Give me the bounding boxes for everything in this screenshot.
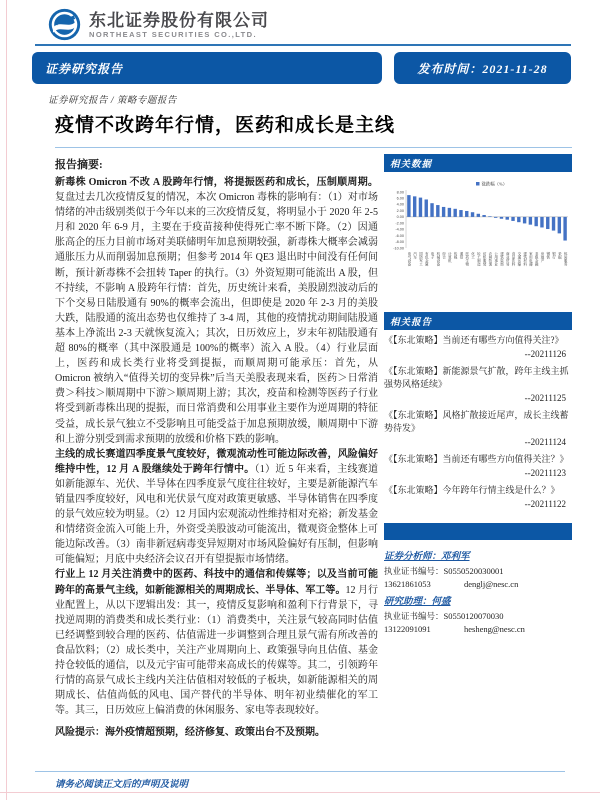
analyst-license: 执业证书编号：S0550520030001	[384, 566, 504, 576]
assistant-phone: 13122091091	[384, 624, 431, 634]
related-data-chart	[384, 176, 572, 304]
content-columns	[55, 154, 572, 740]
analyst-phone: 13621861053	[384, 579, 431, 589]
svg-text:-2.00: -2.00	[395, 221, 404, 226]
risk-warning: 风险提示：海外疫情超预期，经济修复、政策出台不及预期。	[55, 727, 325, 739]
svg-text:4.00: 4.00	[396, 202, 404, 207]
svg-text:2.00: 2.00	[396, 208, 404, 213]
report-type-banner	[32, 52, 382, 84]
assistant-name: 研究助理：何盛	[384, 597, 451, 607]
svg-text:建筑装饰: 建筑装饰	[500, 252, 505, 266]
svg-text:银行: 银行	[552, 252, 557, 259]
sidebar	[384, 154, 572, 740]
report-date: --20211123	[524, 468, 566, 478]
paragraph-1-lead: 新毒株 Omicron 不改 A 股跨年行情，将提振医药和成长，压制顺周期。	[55, 177, 378, 188]
svg-text:医药生物: 医药生物	[465, 252, 470, 266]
svg-text:休闲服务: 休闲服务	[564, 252, 569, 266]
svg-text:建筑材料: 建筑材料	[523, 252, 528, 266]
svg-text:传媒: 传媒	[454, 252, 459, 259]
analyst-block	[384, 548, 572, 589]
analyst-section-bar	[384, 523, 572, 540]
page-edge-line-bottom	[0, 792, 600, 793]
related-reports-heading: 相关报告	[384, 312, 572, 330]
svg-text:-4.00: -4.00	[395, 227, 404, 232]
publish-date-banner	[394, 52, 571, 84]
svg-text:食品饮料: 食品饮料	[512, 252, 517, 266]
svg-text:交通运输: 交通运输	[517, 252, 522, 266]
report-date: --20211126	[524, 349, 566, 359]
abstract-heading: 报告摘要:	[55, 159, 103, 171]
svg-text:通信: 通信	[459, 252, 464, 259]
abstract-column	[55, 154, 378, 740]
header-divider	[35, 44, 571, 46]
abstract-paragraph-2	[55, 447, 378, 568]
svg-text:涨跌幅（%）: 涨跌幅（%）	[481, 181, 508, 187]
report-list-item[interactable]	[384, 334, 572, 359]
svg-text:-6.00: -6.00	[395, 233, 404, 238]
report-link[interactable]: 《【东北策略】新能源景气扩散，跨年主线主抓强势风格延续》	[384, 366, 569, 389]
svg-text:8.00: 8.00	[396, 190, 404, 195]
svg-text:钢铁: 钢铁	[546, 252, 551, 259]
paragraph-2-body: （1）近 5 年来看，主线赛道如新能源车、光伏、半导体在四季度景气度往往较好，主要是新能源汽车销量四季度较好，风电和光伏景气度对政策更敏感、半导体销售在四季度的景气效应较为明显。（2）12 月国内宏观流动性维持相对充裕；新发基金和情绪资金流入可能上升，外资受美股波动可能流出，微观资金整体上可能边际改善。（3）南非新冠病毒变异短期对市场风险偏好有压制，但影响可能偏短；月底中央经济会议召开有望提振市场情绪。	[55, 463, 379, 566]
report-date: --20211124	[524, 437, 566, 447]
related-reports-list	[384, 334, 572, 509]
svg-text:计算机: 计算机	[448, 252, 453, 263]
svg-text:-8.00: -8.00	[395, 240, 404, 245]
breadcrumb: 证券研究报告 / 策略专题报告	[48, 96, 177, 106]
report-date: --20211125	[524, 393, 566, 403]
report-type-label: 证券研究报告	[45, 61, 124, 76]
svg-text:农林牧渔: 农林牧渔	[488, 252, 493, 266]
paragraph-3-body: 12 月行业配置上，从以下逻辑出发：其一，疫情反复影响和盈利下行背景下，寻找逆周期的消费类和成长类行业：（1）消费类中，关注景气较高同时估值已经调整到较合理的医药、估值需进一步调整到合理且景气需有所改善的食品饮料；（2）成长类中，关注产业周期向上、政策强导向且估值、基金持仓较低的通信，以及元宇宙可能带来高成长的传媒等。其二，引领跨年行情的高景气成长主线内关注估值相对较低的子板块，如新能源相关的周期成长、估值尚低的风电、国产替代的半导体、明年初业绩催化的军工等。其三，日历效应上偏消费的休闲服务、家电等表现较好。	[55, 584, 379, 717]
report-list-item[interactable]	[384, 365, 572, 403]
svg-text:电子: 电子	[431, 252, 436, 259]
title-divider	[55, 147, 572, 148]
analyst-name: 证券分析师：邓利军	[384, 552, 470, 562]
company-name-cn: 东北证券股份有限公司	[89, 10, 269, 30]
paragraph-3-lead: 行业上 12 月关注消费中的医药、科技中的通信和传媒等；以及当前可能跨年的高景气主线，如新能源相关的周期成长、半导体、军工等。	[55, 569, 378, 596]
abstract-paragraph-1	[55, 175, 378, 447]
report-list-item[interactable]	[384, 484, 572, 509]
report-link[interactable]: 《【东北策略】风格扩散接近尾声，成长主线蓄势待发》	[384, 410, 569, 433]
report-list-item[interactable]	[384, 453, 572, 478]
svg-text:0.00: 0.00	[396, 215, 404, 220]
company-name-en: NORTHEAST SECURITIES CO.,LTD.	[89, 29, 257, 39]
svg-text:商业贸易: 商业贸易	[506, 252, 511, 266]
svg-text:-10.00: -10.00	[393, 246, 404, 251]
svg-text:机械设备: 机械设备	[436, 252, 441, 266]
company-header	[48, 8, 269, 41]
page-title: 疫情不改跨年行情，医药和成长是主线	[55, 115, 396, 136]
svg-text:国防军工: 国防军工	[419, 252, 424, 266]
svg-text:公用事业: 公用事业	[494, 252, 499, 266]
svg-text:有色金属: 有色金属	[425, 252, 430, 266]
svg-text:房地产: 房地产	[540, 252, 545, 263]
svg-text:电气设备: 电气设备	[407, 252, 412, 266]
analyst-email[interactable]: denglj@nesc.cn	[464, 579, 519, 589]
svg-text:非银金融: 非银金融	[535, 252, 540, 266]
footer-disclaimer: 请务必阅读正文后的声明及说明	[55, 780, 189, 790]
publish-date-label: 发布时间：2021-11-28	[417, 61, 548, 76]
report-link[interactable]: 《【东北策略】当前还有哪些方向值得关注？》	[384, 454, 569, 464]
assistant-license: 执业证书编号：S0550120070030	[384, 611, 504, 621]
footer-divider	[35, 771, 565, 772]
assistant-contact	[384, 624, 572, 634]
report-date: --20211122	[524, 499, 566, 509]
svg-text:汽车: 汽车	[413, 252, 418, 259]
svg-text:综合: 综合	[442, 252, 447, 259]
northeast-securities-logo-icon	[48, 8, 81, 41]
svg-text:采掘: 采掘	[558, 252, 563, 259]
svg-text:纺织服装: 纺织服装	[483, 252, 488, 266]
paragraph-1-body: 复盘过去几次疫情反复的情况，本次 Omicron 毒株的影响有：（1）对市场情绪的冲击级别类似于今年以来的三次疫情反复，将明显小于 2020 年 2-5 月和 2020 年 6-9 月，主要在于疫苗接种使得死亡率不断下降。（2）因通胀高企的压力目前市场对美联储明年加息预期较强，新毒株大概率会减弱通胀压力从而削弱加息预期；但参考 2014 年 QE3 退出时中间没有任何间断，预计新毒株不会扭转 Taper 的执行。（3）外资短期可能流出 A 股，但不持续，不影响 A 股跨年行情：首先，历史统计来看，美股剧烈波动后的下个交易日陆股通有 90%的概率会流出，但即使是 2020 年 2-3 月的美股大跌，陆股通的流出态势也仅维持了 3-4 周，其他的疫情扰动期间陆股通基本上净流出 2-3 天就恢复流入；其次，日历效应上，岁末年初陆股通有超 80%的概率（其中深股通是 100%的概率）流入 A 股。（4）行业层面上，医药和成长类行业将受到提振，而顺周期可能承压：首先，从 Omicron 被纳入“值得关切的变异株”后当天美股表现来看，医药＞日常消费＞科技＞顺周期中下游＞顺周期上游；其次，疫苗和检测等医药子行业将受到新毒株出现的提振，而日常消费和公用事业主要作为逆周期的特征受益，成长景气独立不受影响且可能受益于加息预期放缓，顺周期中下游和上游分别受到需求预期的放缓和价格下跌的影响。	[55, 192, 378, 445]
page-edge-line-left	[6, 0, 7, 800]
assistant-email[interactable]: hesheng@nesc.cn	[464, 624, 525, 634]
related-data-heading: 相关数据	[384, 154, 572, 172]
svg-text:轻工制造: 轻工制造	[477, 252, 482, 266]
analyst-contact	[384, 579, 572, 589]
svg-text:家用电器: 家用电器	[529, 252, 534, 266]
report-list-item[interactable]	[384, 409, 572, 447]
svg-text:6.00: 6.00	[396, 196, 404, 201]
report-link[interactable]: 《【东北策略】今年跨年行情主线是什么？》	[384, 485, 560, 495]
svg-text:化工: 化工	[471, 252, 476, 259]
weekly-change-bar-chart	[384, 176, 572, 304]
paragraph-2-lead: 主线的成长赛道四季度景气度较好，微观流动性可能边际改善，风险偏好维持中性，12 月 A 股继续处于跨年行情中。	[55, 448, 378, 475]
abstract-paragraph-3	[55, 567, 378, 718]
report-link[interactable]: 《【东北策略】当前还有哪些方向值得关注?》	[384, 335, 564, 345]
assistant-block	[384, 593, 572, 634]
